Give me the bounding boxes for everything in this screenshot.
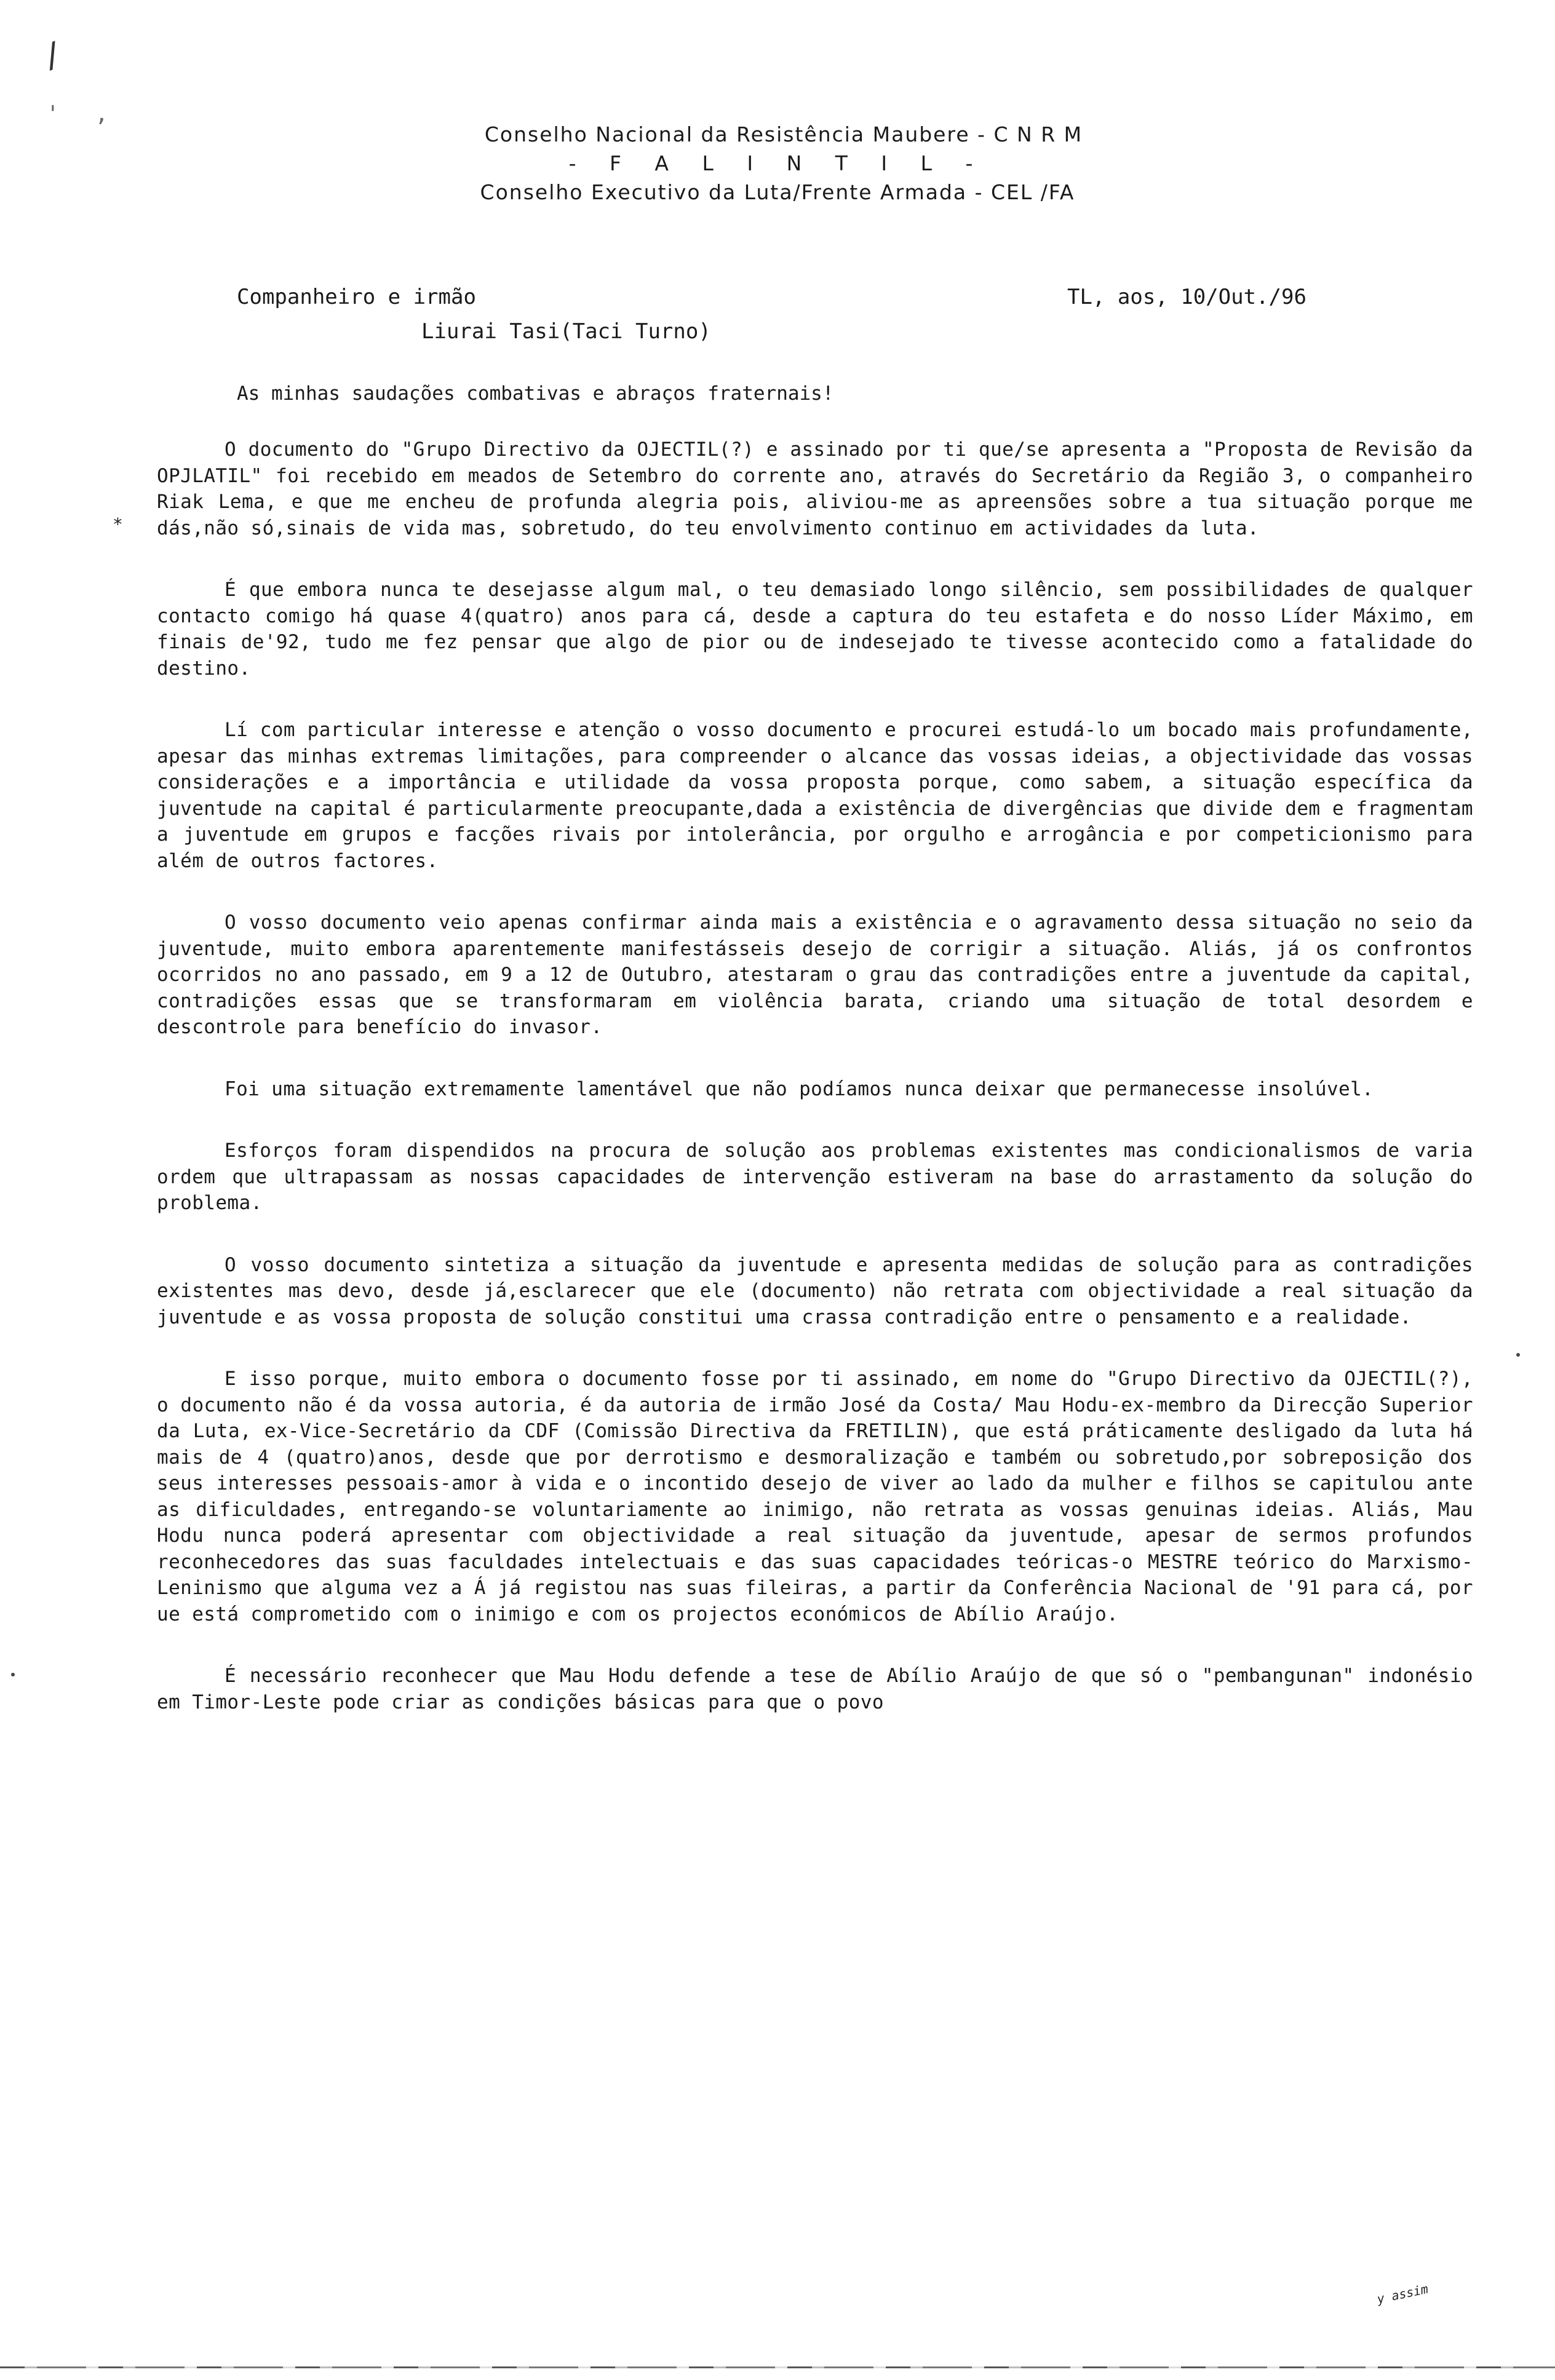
letterhead-line-3: Conselho Executivo da Luta/Frente Armada - CEL /FA	[480, 180, 1075, 204]
scan-edge	[0, 2366, 1555, 2368]
scan-specks: ' ,	[46, 101, 120, 127]
recipient-name: Liurai Tasi(Taci Turno)	[421, 319, 711, 344]
paragraph: O vosso documento veio apenas confirmar ainda mais a existência e o agravamento dessa situação no seio da juventude, muito embora aparentemente manifestásseis desejo de corrigir a situação. Aliás, já os confrontos ocorridos no ano passado, em 9 a 12 de Outubro, atestaram o grau das contradições entre a juventude da capital, contradições essas que se transformaram em violência barata, criando uma situação de total desordem e descontrole para benefício do invasor.	[157, 911, 1473, 1038]
place-date: TL, aos, 10/Out./96	[1067, 285, 1306, 309]
pen-mark: /	[37, 34, 68, 76]
margin-asterisk: *	[113, 514, 123, 534]
paragraph: É que embora nunca te desejasse algum mal, o teu demasiado longo silêncio, sem possibilidades de qualquer contacto comigo há quase 4(quatro) anos para cá, desde a captura do teu estafeta e do nosso Líder Máximo, em finais de'92, tudo me fez pensar que algo de pior ou de indesejado te tivesse acontecido como a fatalidade do destino.	[157, 579, 1473, 680]
salutation	[237, 280, 711, 349]
paragraph: Lí com particular interesse e atenção o vosso documento e procurei estudá-lo um bocado mais profundamente, apesar das minhas extremas limitações, para compreender o alcance das vossas ideias, a objectividade das vossas considerações e a importância e utilidade da vossa proposta porque, como sabem, a situação específica da juventude na capital é particularmente preocupante,dada a existência de divergências que divide dem e fragmentam a juventude em grupos e facções rivais por intolerância, por orgulho e arrogância e por competicionismo para além de outros factores.	[157, 719, 1473, 872]
margin-speck	[1516, 1353, 1520, 1357]
letterhead-line-2: - F A L I N T I L -	[568, 151, 987, 175]
letterhead	[0, 120, 1555, 207]
paragraph: Esforços foram dispendidos na procura de solução aos problemas existentes mas condicionalismos de varia ordem que ultrapassam as nossas capacidades de intervenção estiveram na base do arrastamento da solução do problema.	[157, 1140, 1473, 1214]
greeting: As minhas saudações combativas e abraços fraternais!	[237, 383, 834, 405]
paragraph: Foi uma situação extremamente lamentável que não podíamos nunca deixar que permanecesse insolúvel.	[225, 1077, 1374, 1100]
paragraph: O documento do "Grupo Directivo da OJECTIL(?) e assinado por ti que/se apresenta a "Proposta de Revisão da OPJLATIL" foi recebido em meados de Setembro do corrente ano, através do Secretário da Região 3, o companheiro Riak Lema, e que me encheu de profunda alegria pois, aliviou-me as apreensões sobre a tua situação porque me dás,não só,sinais de vida mas, sobretudo, do teu envolvimento continuo em actividades da luta.	[157, 438, 1473, 539]
paragraph: E isso porque, muito embora o documento fosse por ti assinado, em nome do "Grupo Directivo da OJECTIL(?), o documento não é da vossa autoria, é da autoria de irmão José da Costa/ Mau Hodu-ex-membro da Direcção Superior da Luta, ex-Vice-Secretário da CDF (Comissão Directiva da FRETILIN), que está práticamente desligado da luta há mais de 4 (quatro)anos, desde que por derrotismo e desmoralização e também ou sobretudo,por sobreposição dos seus interesses pessoais-amor à vida e o incontido desejo de viver ao lado da mulher e filhos se capitulou ante as dificuldades, entregando-se voluntariamente ao inimigo, não retrata as vossas genuinas ideias. Aliás, Mau Hodu nunca poderá apresentar com objectividade a real situação da juventude, apesar de sermos profundos reconhecedores das suas faculdades intelectuais e das suas capacidades teóricas-o MESTRE teórico do Marxismo-Leninismo que alguma vez a Á já registou nas suas fileiras, a partir da Conferência Nacional de '91 para cá, por ue está comprometido com o inimigo e com os projectos económicos de Abílio Araújo.	[157, 1368, 1473, 1625]
margin-speck	[11, 1673, 15, 1676]
paragraph: É necessário reconhecer que Mau Hodu defende a tese de Abílio Araújo de que só o "pembangunan" indonésio em Timor-Leste pode criar as condições básicas para que o povo	[157, 1665, 1473, 1713]
handwritten-note: y assim	[1375, 2281, 1430, 2307]
letter-body	[157, 437, 1473, 1751]
letterhead-line-1: Conselho Nacional da Resistência Maubere - C N R M	[484, 122, 1083, 146]
paragraph: O vosso documento sintetiza a situação da juventude e apresenta medidas de solução para as contradições existentes mas devo, desde já,esclarecer que ele (documento) não retrata com objectividade a real situação da juventude e as vossa proposta de solução constitui uma crassa contradição entre o pensamento e a realidade.	[157, 1253, 1473, 1328]
salutation-line-1: Companheiro e irmão	[237, 285, 476, 309]
